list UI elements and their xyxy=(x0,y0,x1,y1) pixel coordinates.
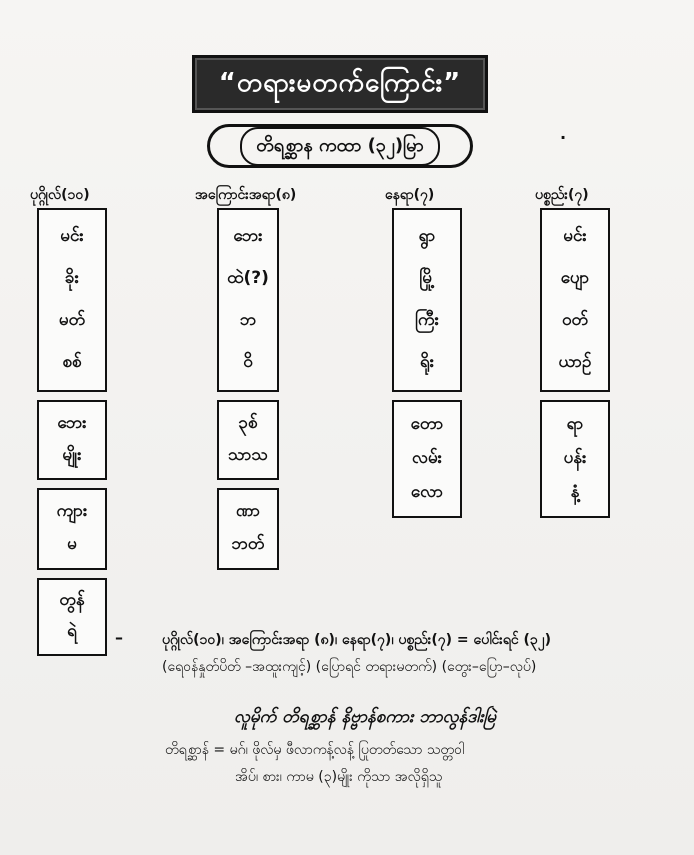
persons-box-4 xyxy=(37,578,107,656)
topics-box-1 xyxy=(217,208,279,392)
persons-box-2 xyxy=(37,400,107,480)
column-header-persons: ပုဂ္ဂိုလ်(၁၀) xyxy=(30,187,90,203)
places-word: ရိုး xyxy=(419,351,435,372)
persons-word: စစ် xyxy=(62,351,82,372)
topics-word: ဘေး xyxy=(233,225,263,246)
things-word: ပျော xyxy=(560,267,590,288)
places-word: ရွာ xyxy=(418,225,436,246)
persons-box-3 xyxy=(37,488,107,570)
title-banner xyxy=(192,55,488,113)
topics-word: ဘတ် xyxy=(231,534,265,554)
things-word: မင်း xyxy=(563,225,587,246)
column-header-places: နေရာ(၇) xyxy=(385,187,435,203)
topics-word: ဝိ xyxy=(243,351,253,372)
topics-word: ဘ xyxy=(239,309,257,330)
places-word: ကြီး xyxy=(415,309,439,330)
topics-box-2 xyxy=(217,400,279,480)
page-title: “တရားမတက်ကြောင်း” xyxy=(218,67,462,98)
persons-word: မင်း xyxy=(60,225,84,246)
summary-line-1: ပုဂ္ဂိုလ်(၁၀)၊ အကြောင်းအရာ (၈)၊ နေရာ(၇)၊ ပစ္စည်း(၇) = ပေါင်းရင် (၃၂) xyxy=(162,632,552,648)
persons-word: မျိုး xyxy=(62,444,82,465)
things-word: ဝတ် xyxy=(561,309,589,330)
places-box-1 xyxy=(392,208,462,392)
places-word: မြို့ xyxy=(419,267,435,288)
footer-title: လူမိုက် တိရစ္ဆာန် နိဗ္ဗာန်စကား ဘာလွန်ဒါးမြဲ xyxy=(233,706,497,727)
column-header-things: ပစ္စည်း(၇) xyxy=(535,187,589,203)
subtitle-pill xyxy=(207,124,473,168)
persons-word: မ xyxy=(67,534,77,554)
things-word: ရာ xyxy=(566,413,584,434)
summary-line-2: (ရေဝန်နှုတ်ပိတ် –အထူးကျင့်) (ပြောရင် တရားမတက်) (တွေး–ပြော–လုပ်) xyxy=(162,659,537,675)
topics-word: ထဲ(?) xyxy=(227,267,269,288)
topics-word: ဏာ xyxy=(235,501,261,521)
persons-box-1 xyxy=(37,208,107,392)
things-word: နံ့ xyxy=(570,481,580,502)
subtitle-text: တိရစ္ဆာန ကထာ (၃၂)မြာ xyxy=(240,127,440,166)
persons-word: မတ် xyxy=(58,309,86,330)
persons-word: တွန် xyxy=(59,590,85,610)
topics-word: သာသ xyxy=(228,444,268,465)
persons-word: ကျား xyxy=(56,501,88,521)
things-box-1 xyxy=(540,208,610,392)
places-word: တော xyxy=(410,413,444,434)
things-word: ပန်း xyxy=(563,447,587,468)
summary-dash: – xyxy=(115,628,123,647)
footer-line-1: တိရစ္ဆာန် = မဂ်၊ ဖိုလ်မှ ဖီလာကန့်လန့် ပြုတတ်သော သတ္တဝါ xyxy=(165,742,465,758)
persons-word: ခိုး xyxy=(65,267,79,288)
persons-word: ဘေး xyxy=(57,412,87,433)
things-box-2 xyxy=(540,400,610,518)
column-header-topics: အကြောင်းအရာ(၈) xyxy=(195,187,297,203)
places-word: လော xyxy=(410,481,444,502)
topics-box-3 xyxy=(217,488,279,570)
things-word: ယာဉ် xyxy=(558,351,592,372)
places-word: လမ်း xyxy=(412,447,442,468)
footer-line-2: အိပ်၊ စား၊ ကာမ (၃)မျိုး ကိုသာ အလိုရှိသူ xyxy=(235,769,443,785)
persons-word: ရဲ xyxy=(67,621,77,641)
topics-word: ၃စ် xyxy=(238,412,258,433)
places-box-2 xyxy=(392,400,462,518)
stray-dot: · xyxy=(560,128,567,147)
